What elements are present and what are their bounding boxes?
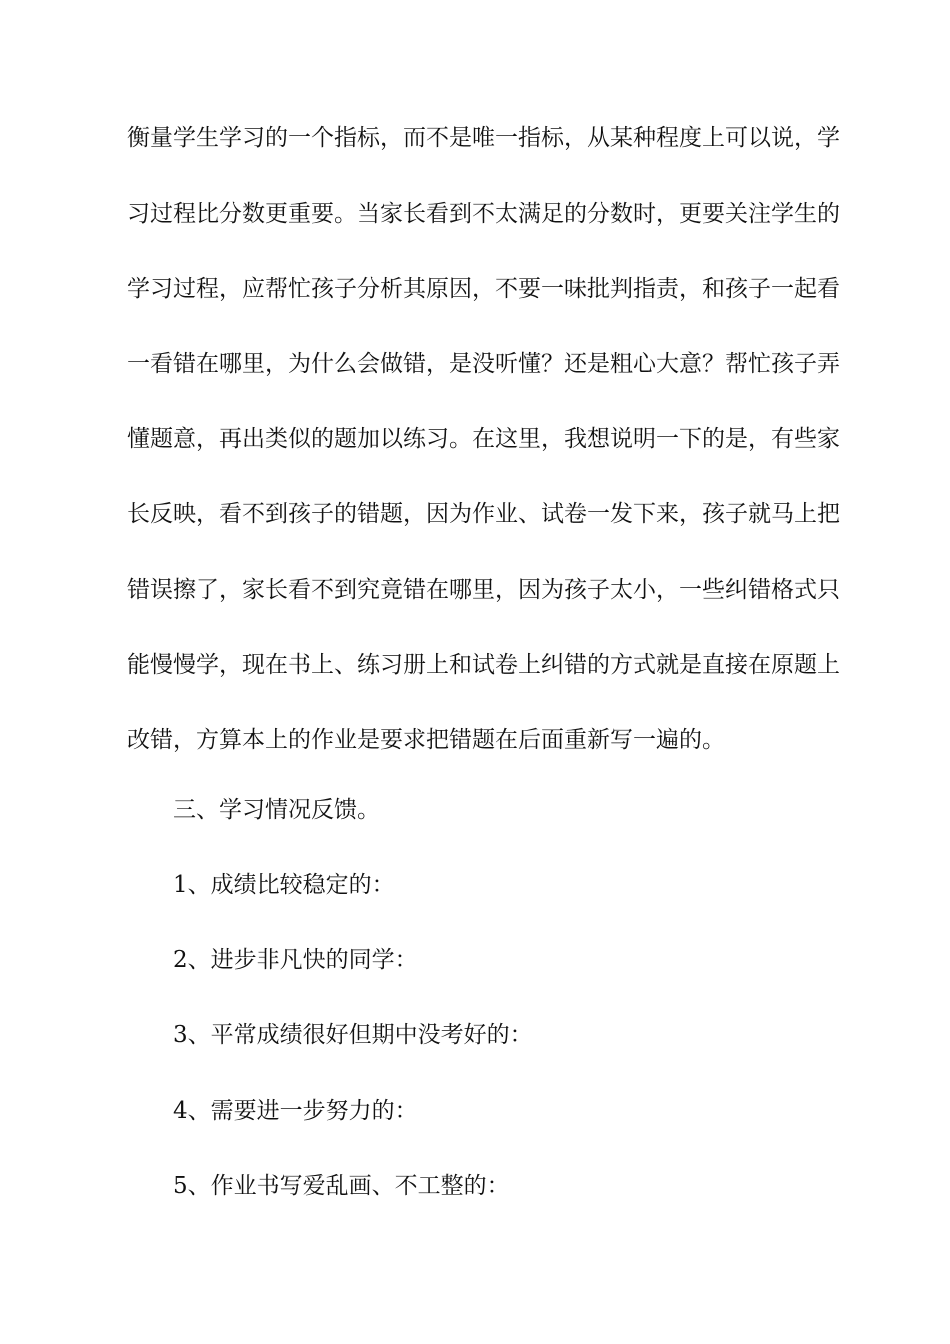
paragraph-line: 一看错在哪里，为什么会做错，是没听懂？还是粗心大意？帮忙孩子弄 [127,351,840,377]
paragraph-line: 习过程比分数更重要。当家长看到不太满足的分数时，更要关注学生的 [127,201,840,227]
paragraph-line: 衡量学生学习的一个指标，而不是唯一指标，从某种程度上可以说，学 [127,125,840,151]
paragraph-line: 改错，方算本上的作业是要求把错题在后面重新写一遍的。 [127,727,725,753]
paragraph-line: 懂题意，再出类似的题加以练习。在这里，我想说明一下的是，有些家 [127,426,840,452]
paragraph-line: 学习过程，应帮忙孩子分析其原因，不要一味批判指责，和孩子一起看 [127,276,840,302]
paragraph-line: 长反映，看不到孩子的错题，因为作业、试卷一发下来，孩子就马上把 [127,501,840,527]
list-item: 5、作业书写爱乱画、不工整的： [173,1173,510,1199]
list-item: 2、进步非凡快的同学： [173,947,418,973]
list-item: 4、需要进一步努力的： [173,1098,418,1124]
list-item: 3、平常成绩很好但期中没考好的： [173,1022,533,1048]
paragraph-line: 能慢慢学，现在书上、练习册上和试卷上纠错的方式就是直接在原题上 [127,652,840,678]
paragraph-line: 错误擦了，家长看不到究竟错在哪里，因为孩子太小，一些纠错格式只 [127,577,840,603]
section-heading: 三、学习情况反馈。 [173,797,380,823]
list-item: 1、成绩比较稳定的： [173,872,395,898]
